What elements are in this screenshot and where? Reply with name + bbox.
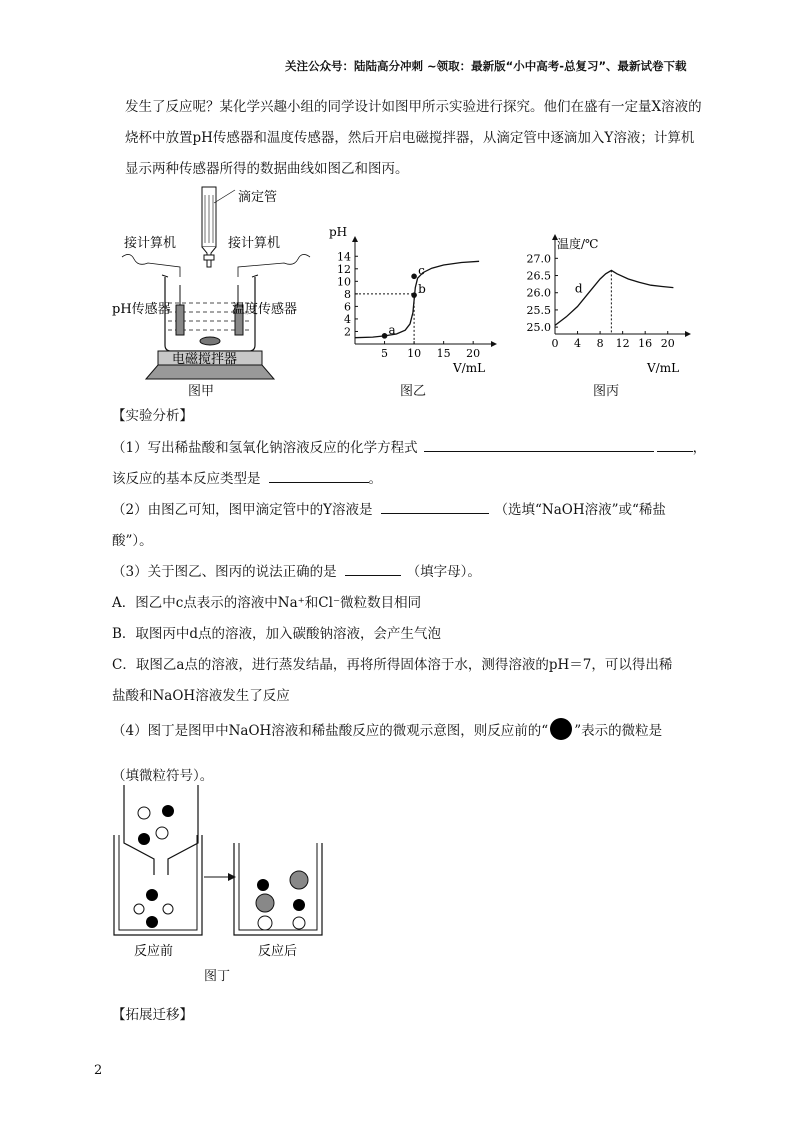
question-4-line1 [112,718,662,740]
y-axis-label: pH [329,225,348,239]
question-2-line2: 酸”）。 [112,533,153,549]
option-b[interactable]: B．取图丙中d点的溶液，加入碳酸钠溶液，会产生气泡 [112,626,442,642]
black-particle-icon [550,718,572,740]
chart-bing-temperature [507,230,697,390]
intro-paragraph: 发生了反应呢？某化学兴趣小组的同学设计如图甲所示实验进行探究。他们在盛有一定量X溶液的烧杯中放置pH传感器和温度传感器，然后开启电磁搅拌器，从滴定管中逐滴加入Y溶液；计算机显示两种传感器所得的数据曲线如图乙和图丙。 [125,99,702,177]
label-before: 反应前 [134,944,174,959]
y-tick-label: 2 [344,325,351,339]
particle-white [134,904,144,914]
x-tick-label: 5 [381,347,389,360]
magnetic-stirrer-base [146,365,274,379]
x-tick-label: 20 [466,347,481,360]
x-axis-label: V/mL [453,361,486,375]
question-1-type: 该反应的基本反应类型是 [112,471,261,487]
particle-gray [256,894,274,912]
section-analysis: 【实验分析】 [112,408,193,424]
series-line [355,261,479,337]
y-tick-label: 12 [337,262,351,276]
y-axis-arrow-icon [352,236,358,242]
point-b [411,292,417,298]
answer-blank-1b[interactable] [657,437,693,452]
question-4-line2: （填微粒符号）。 [112,768,214,784]
label-ph-sensor: pH传感器 [112,302,171,317]
question-4-end: ”表示的微粒是 [574,723,663,739]
label-after: 反应后 [258,944,298,959]
particle-black [146,889,158,901]
point-label-b: b [418,282,426,297]
x-axis-arrow-icon [491,341,497,347]
y-tick-label: 26.5 [526,269,551,283]
option-a[interactable]: A．图乙中c点表示的溶液中Na⁺和Cl⁻微粒数目相同 [112,595,422,611]
particle-gray [290,871,308,889]
particle-white [138,807,150,819]
question-1-type-end: 。 [368,471,382,487]
question-3-end: （填字母）。 [406,564,481,580]
point-label-d: d [574,281,583,296]
y-tick-label: 27.0 [526,252,551,266]
question-2-options: （选填“NaOH溶液”或“稀盐 [494,502,666,518]
point-c [411,274,417,280]
x-tick-label: 4 [574,337,582,350]
question-1-text: （1）写出稀盐酸和氢氧化钠溶液反应的化学方程式 [112,440,418,456]
x-tick-label: 8 [596,337,604,350]
figure-jia-apparatus [110,185,320,385]
y-tick-label: 25.0 [526,321,551,335]
particle-black [293,899,305,911]
option-c-line1[interactable]: C．取图乙a点的溶液，进行蒸发结晶，再将所得固体溶于水，测得溶液的pH＝7，可以得出稀 [112,657,673,673]
question-3-text: （3）关于图乙、图丙的说法正确的是 [112,564,337,580]
answer-blank-2[interactable] [381,499,489,514]
question-2-text: （2）由图乙可知，图甲滴定管中的Y溶液是 [112,502,373,518]
label-stirrer: 电磁搅拌器 [172,352,238,367]
x-tick-label: 15 [436,347,451,360]
particle-white [163,904,173,914]
label-computer-right: 接计算机 [228,236,281,251]
answer-blank-1a[interactable] [424,437,654,452]
y-tick-label: 14 [337,250,351,264]
point-a [382,333,388,339]
y-tick-label: 10 [337,275,351,289]
x-tick-label: 10 [407,347,422,360]
question-1-line1 [112,436,706,456]
x-axis-label: V/mL [647,361,680,375]
stir-bar [200,337,220,345]
particle-black [162,805,174,817]
y-tick-label: 6 [344,300,351,314]
question-1-end: ， [692,440,707,456]
particle-white [293,917,305,929]
label-computer-left: 接计算机 [124,236,177,251]
particle-black [146,916,158,928]
label-temp-sensor: 温度传感器 [232,302,298,317]
page-header: 关注公众号：陆陆高分冲刺 ~领取：最新版“小中高考-总复习”、最新试卷下载 [285,59,687,73]
caption-bing: 图丙 [593,384,620,399]
ph-sensor [176,305,184,335]
point-label-a: a [388,322,396,337]
question-3-line [112,560,481,580]
x-axis-arrow-icon [685,331,691,337]
question-2-line1 [112,498,666,518]
particle-white [156,827,168,839]
particle-black [257,879,269,891]
figure-ding-microscopic [110,785,340,960]
page-number: 2 [94,1063,103,1078]
label-burette: 滴定管 [238,190,278,205]
caption-jia: 图甲 [188,384,215,399]
x-tick-label: 16 [638,337,653,350]
x-tick-label: 0 [551,337,559,350]
question-4-text: （4）图丁是图甲中NaOH溶液和稀盐酸反应的微观示意图，则反应前的“ [112,723,549,739]
arrow-icon [228,873,236,881]
caption-ding: 图丁 [204,969,231,984]
x-tick-label: 12 [615,337,630,350]
particle-white [258,916,272,930]
answer-blank-3[interactable] [345,561,401,576]
y-tick-label: 25.5 [526,303,551,317]
x-tick-label: 20 [660,337,675,350]
caption-yi: 图乙 [400,384,427,399]
particle-black [138,833,150,845]
y-tick-label: 8 [344,287,351,301]
point-label-c: c [418,263,425,278]
section-extension: 【拓展迁移】 [112,1007,193,1023]
y-tick-label: 4 [344,312,351,326]
chart-yi-ph [325,222,500,387]
option-c-line2: 盐酸和NaOH溶液发生了反应 [112,688,290,704]
series-line [555,270,673,325]
y-axis-label: 温度/℃ [557,237,599,251]
answer-blank-1c[interactable] [269,468,369,483]
question-1-line2 [112,467,382,487]
y-tick-label: 26.0 [526,286,551,300]
